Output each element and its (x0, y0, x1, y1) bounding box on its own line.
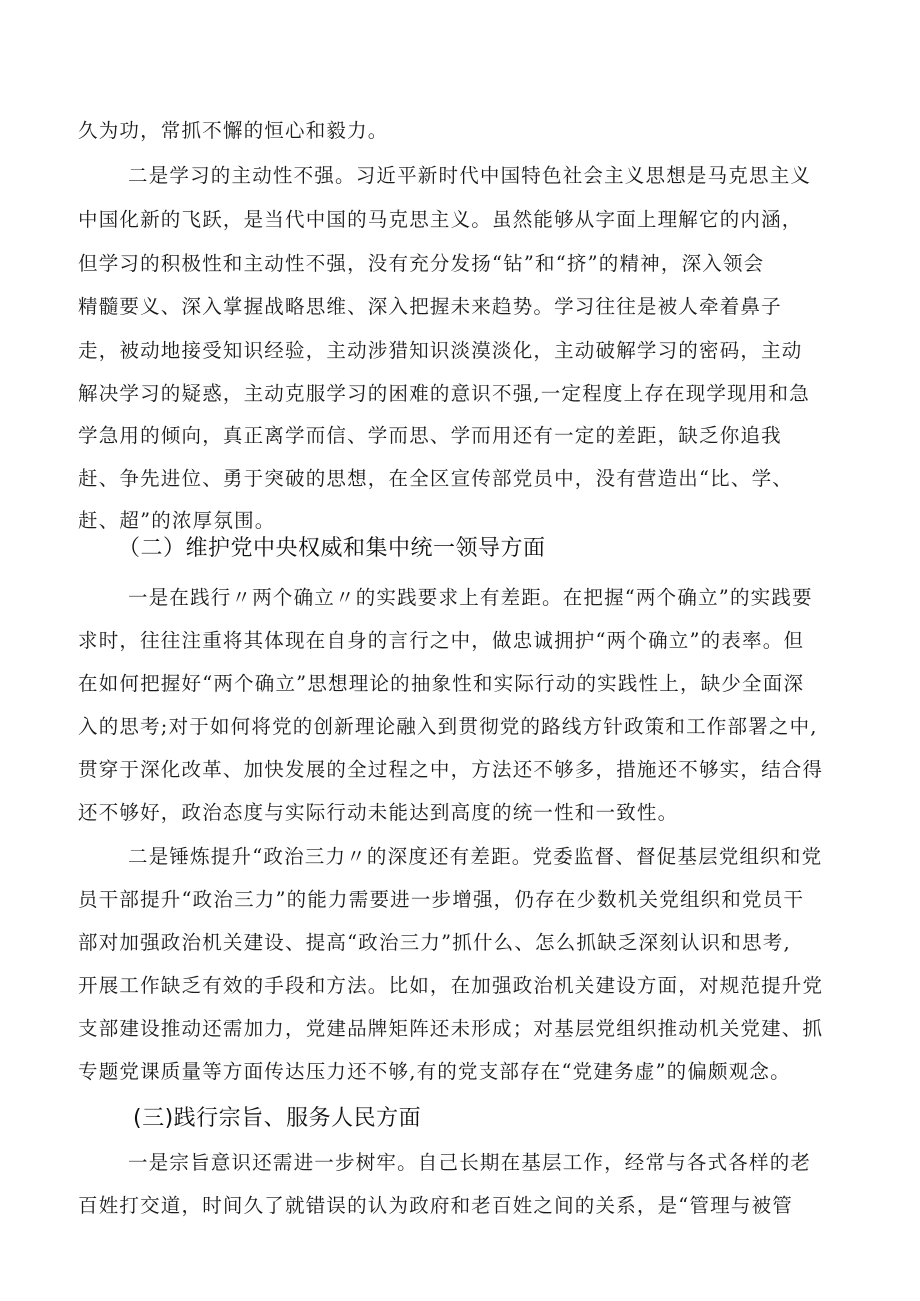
paragraph-line: 解决学习的疑惑，主动克服学习的困难的意识不强,一定程度上存在现学现用和急 (78, 382, 810, 405)
paragraph-line: 一是宗旨意识还需进一步树牢。自己长期在基层工作，经常与各式各样的老 (128, 1151, 812, 1174)
paragraph-line: 赶、超”的浓厚氛围。 (78, 509, 276, 532)
paragraph-line: 久为功，常抓不懈的恒心和毅力。 (78, 119, 389, 142)
paragraph-line: 入的思考;对于如何将党的创新理论融入到贯彻党的路线方针政策和工作部署之中, (78, 715, 818, 738)
paragraph-line: 还不够好，政治态度与实际行动未能达到高度的统一性和一致性。 (78, 801, 679, 824)
paragraph-line: 百姓打交道，时间久了就错误的认为政府和老百姓之间的关系，是“管理与被管 (78, 1194, 793, 1217)
paragraph-line: 员干部提升“政治三力”的能力需要进一步增强，仍存在少数机关党组织和党员干 (78, 888, 805, 911)
paragraph-line: 二是锤炼提升“政治三力〃的深度还有差距。党委监督、督促基层党组织和党 (128, 845, 823, 868)
paragraph-line: 专题党课质量等方面传达压力还不够,有的党支部存在“党建务虚”的偏颇观念。 (78, 1060, 791, 1083)
paragraph-line: 一是在践行〃两个确立〃的实践要求上有差距。在把握“两个确立”的实践要 (128, 586, 813, 609)
paragraph-line: 开展工作缺乏有效的手段和方法。比如，在加强政治机关建设方面，对规范提升党 (78, 974, 824, 997)
section-heading: （二）维护党中央权威和集中统一领导方面 (118, 536, 546, 561)
paragraph-line: 走，被动地接受知识经验，主动涉猎知识淡漠淡化，主动破解学习的密码，主动 (78, 339, 803, 362)
paragraph-line: 二是学习的主动性不强。习近平新时代中国特色社会主义思想是马克思主义 (128, 164, 812, 187)
section-heading: (三)践行宗旨、服务人民方面 (133, 1106, 422, 1131)
paragraph-line: 部对加强政治机关建设、提高“政治三力”抓什么、怎么抓缺乏深刻认识和思考, (78, 931, 791, 954)
paragraph-line: 中国化新的飞跃，是当代中国的马克思主义。虽然能够从字面上理解它的内涵， (78, 208, 803, 231)
paragraph-line: 在如何把握好“两个确立”思想理论的抽象性和实际行动的实践性上，缺少全面深 (78, 672, 805, 695)
paragraph-line: 学急用的倾向，真正离学而信、学而思、学而用还有一定的差距，缺乏你追我 (78, 424, 782, 447)
paragraph-line: 贯穿于深化改革、加快发展的全过程之中，方法还不够多，措施还不够实，结合得 (78, 758, 824, 781)
paragraph-line: 但学习的积极性和主动性不强，没有充分发扬“钻”和“挤”的精神，深入领会 (78, 252, 765, 275)
paragraph-line: 求时，往往注重将其体现在自身的言行之中，做忠诚拥护“两个确立”的表率。但 (78, 629, 805, 652)
paragraph-line: 精髓要义、深入掌握战略思维、深入把握未来趋势。学习往往是被人牵着鼻子 (78, 295, 782, 318)
paragraph-line: 支部建设推动还需加力，党建品牌矩阵还未形成；对基层党组织推动机关党建、抓 (78, 1017, 824, 1040)
paragraph-line: 赶、争先进位、勇于突破的思想，在全区宣传部党员中，没有营造出“比、学、 (78, 467, 793, 490)
